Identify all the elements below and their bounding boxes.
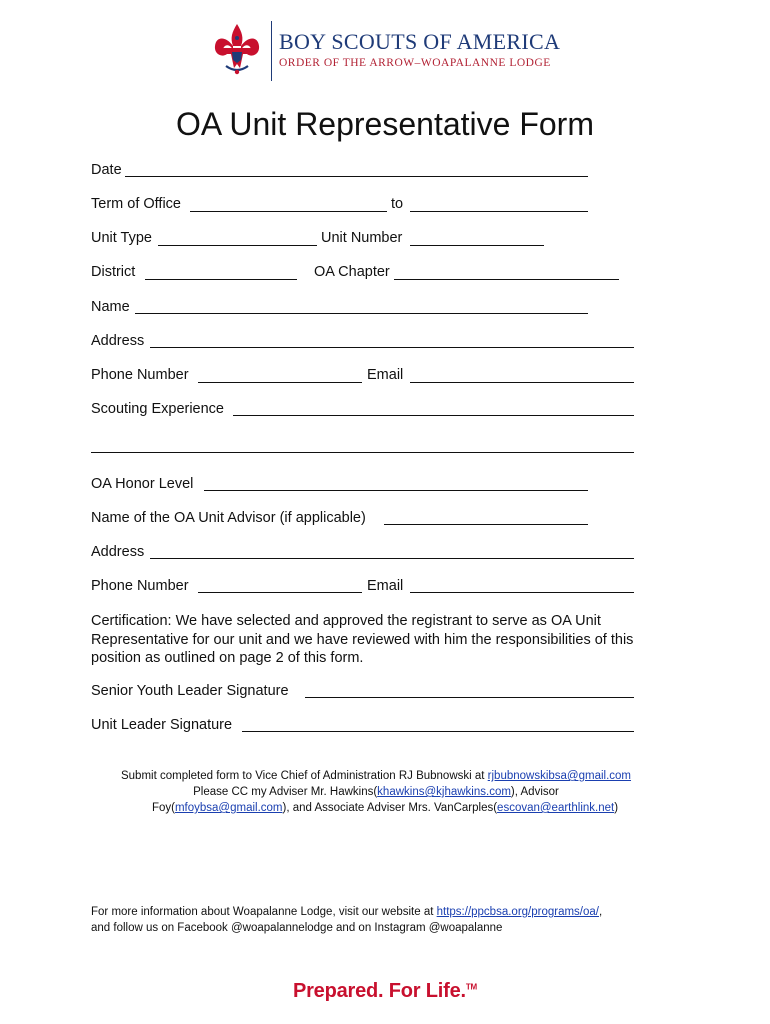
unit-type-label: Unit Type [91, 230, 152, 246]
certification-line-1: Certification: We have selected and approved the registrant to serve as OA Unit [91, 613, 601, 629]
term-end-field[interactable] [410, 211, 588, 212]
vancarples-email-link[interactable]: escovan@earthlink.net [497, 802, 615, 814]
header-divider [271, 21, 272, 81]
submit-note-text: Submit completed form to Vice Chief of Administration RJ Bubnowski at [120, 770, 488, 782]
advisor-email-field[interactable] [410, 592, 634, 593]
district-field[interactable] [145, 279, 297, 280]
senior-youth-signature-label: Senior Youth Leader Signature [91, 683, 289, 699]
oa-honor-level-label: OA Honor Level [91, 476, 194, 492]
email-label: Email [367, 367, 404, 383]
footer-tagline [0, 980, 770, 1003]
unit-advisor-name-label: Name of the OA Unit Advisor (if applicable) [91, 510, 366, 526]
more-info-line-1 [91, 904, 602, 920]
term-start-field[interactable] [190, 211, 387, 212]
term-to-label: to [391, 196, 404, 212]
more-info-line-2: and follow us on Facebook @woapalannelodge and on Instagram @woapalanne [91, 922, 503, 934]
advisor-email-label: Email [367, 578, 404, 594]
foy-email-link[interactable]: mfoybsa@gmail.com [174, 802, 283, 814]
submit-email-link[interactable]: rjbubnowskibsa@gmail.com [487, 770, 632, 782]
senior-youth-signature-field[interactable] [305, 697, 634, 698]
phone-number-field[interactable] [198, 382, 362, 383]
website-link[interactable]: https://ppcbsa.org/programs/oa/ [436, 906, 599, 918]
unit-number-label: Unit Number [321, 230, 403, 246]
unit-number-field[interactable] [410, 245, 544, 246]
associate-adviser-suffix: ) [614, 802, 619, 814]
certification-text [91, 612, 691, 668]
date-label: Date [91, 162, 122, 178]
page-title: OA Unit Representative Form [176, 106, 594, 142]
certification-line-2: Representative for our unit and we have reviewed with him the responsibilities of this [91, 631, 634, 648]
cc-note-suffix: ), Advisor [510, 786, 559, 798]
name-field[interactable] [135, 313, 588, 314]
associate-adviser-text: ), and Associate Adviser Mrs. VanCarples( [282, 802, 498, 814]
foy-prefix: Foy( [151, 802, 175, 814]
date-field[interactable] [125, 176, 588, 177]
submit-note-line-2 [0, 784, 752, 800]
hawkins-email-link[interactable]: khawkins@kjhawkins.com [377, 786, 511, 798]
advisor-address-label: Address [91, 544, 145, 560]
lodge-name: ORDER OF THE ARROW–WOAPALANNE LODGE [279, 57, 551, 69]
unit-leader-signature-field[interactable] [242, 731, 634, 732]
unit-leader-signature-label: Unit Leader Signature [91, 717, 233, 733]
certification-line-3: position as outlined on page 2 of this form. [91, 650, 364, 666]
address-label: Address [91, 333, 145, 349]
address-field[interactable] [150, 347, 634, 348]
trademark-mark: TM [465, 982, 478, 992]
unit-advisor-name-field[interactable] [384, 524, 588, 525]
advisor-phone-number-field[interactable] [198, 592, 362, 593]
advisor-address-field[interactable] [150, 558, 634, 559]
scouting-experience-field[interactable] [233, 415, 634, 416]
district-label: District [91, 264, 136, 280]
advisor-phone-number-label: Phone Number [91, 578, 189, 594]
org-name: BOY SCOUTS OF AMERICA [279, 29, 561, 54]
scouting-experience-label: Scouting Experience [91, 401, 224, 417]
submit-note-line-3 [0, 800, 770, 816]
bsa-fleur-de-lis-icon [212, 22, 262, 78]
tagline-text: Prepared. For Life. [292, 980, 466, 1002]
scouting-experience-field-line-2[interactable] [91, 452, 634, 453]
name-label: Name [91, 299, 130, 315]
term-of-office-label: Term of Office [91, 196, 181, 212]
more-info-text: For more information about Woapalanne Lodge, visit our website at [91, 906, 437, 918]
submit-note-line-1 [0, 768, 752, 784]
oa-honor-level-field[interactable] [204, 490, 588, 491]
unit-type-field[interactable] [158, 245, 317, 246]
more-info-suffix: , [599, 906, 603, 918]
oa-chapter-field[interactable] [394, 279, 619, 280]
oa-chapter-label: OA Chapter [314, 264, 390, 280]
cc-note-text: Please CC my Adviser Mr. Hawkins( [193, 786, 378, 798]
phone-number-label: Phone Number [91, 367, 189, 383]
email-field[interactable] [410, 382, 634, 383]
